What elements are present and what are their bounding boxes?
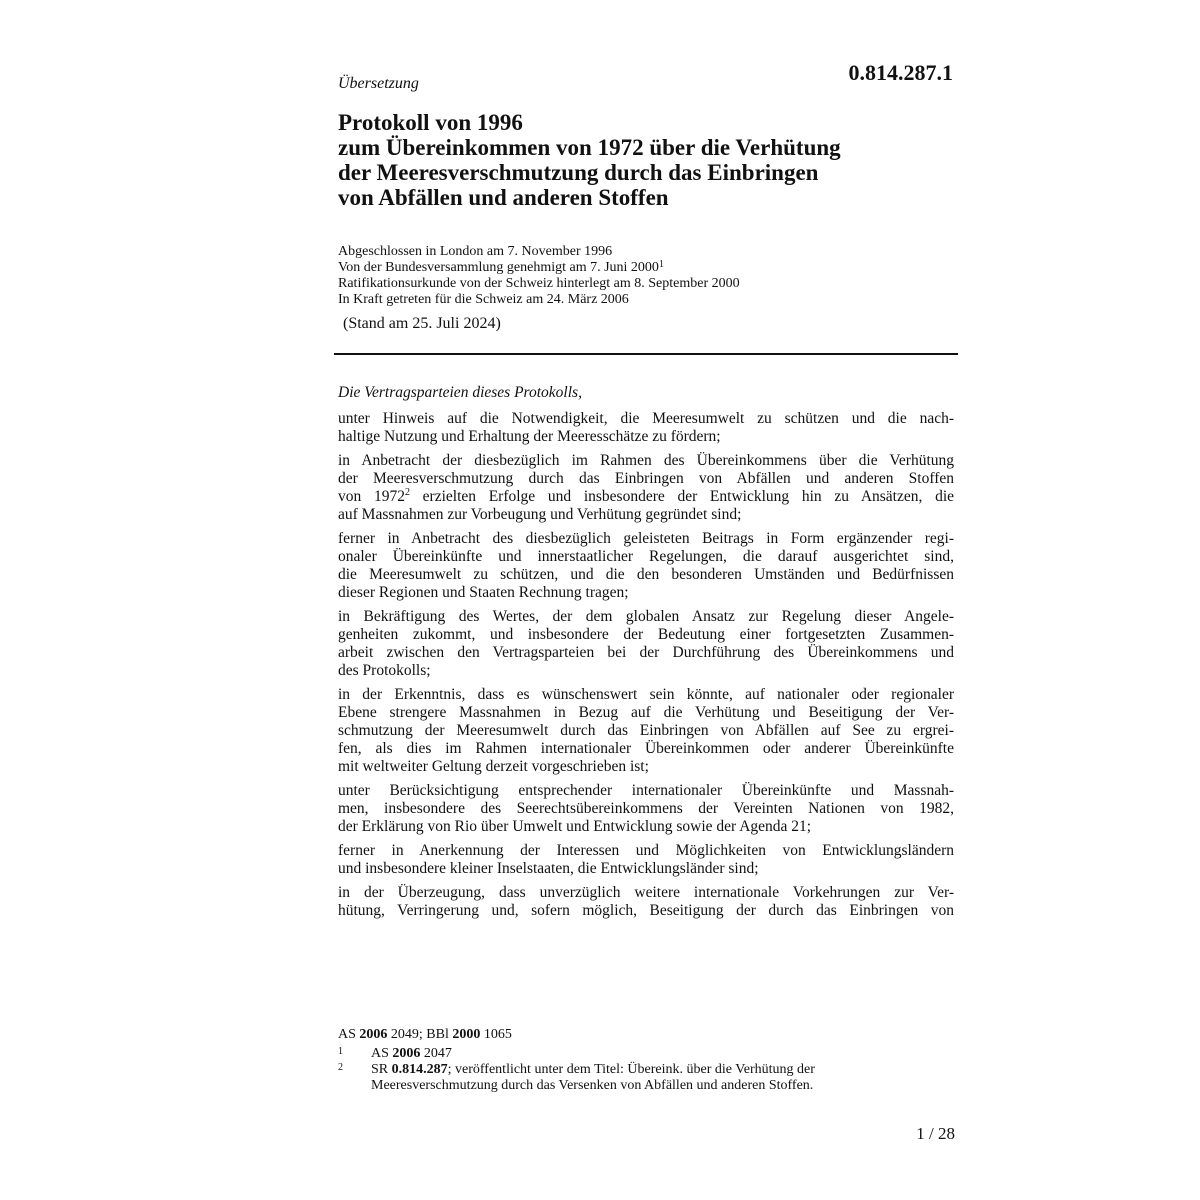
text-segment: AS [338, 1027, 360, 1042]
text-line: in der Erkenntnis, dass es wünschenswert sein könnte, auf nationaler oder regionaler [338, 686, 954, 703]
text-line: auf Massnahmen zur Vorbeugung und Verhütung gegründet sind; [338, 506, 742, 523]
translation-label: Übersetzung [338, 75, 419, 92]
text-line: des Protokolls; [338, 662, 431, 679]
preamble-paragraph [338, 884, 954, 920]
title-line: von Abfällen und anderen Stoffen [338, 185, 669, 210]
text-line: fen, als dies im Rahmen internationaler Übereinkommen oder anderer Übereinkünfte [338, 740, 954, 757]
footnote-ref[interactable]: 2 [404, 487, 410, 498]
text-line: ferner in Anerkennung der Interessen und Möglichkeiten von Entwicklungsländern [338, 842, 954, 859]
text-line: mit weltweiter Geltung derzeit vorgeschrieben ist; [338, 758, 649, 775]
fn1-year: 2006 [392, 1046, 421, 1061]
preamble-paragraph [338, 686, 954, 776]
preamble-paragraph [338, 782, 954, 836]
text-line: unter Hinweis auf die Notwendigkeit, die Meeresumwelt zu schützen und die nach- [338, 410, 954, 427]
footnote-1 [338, 1046, 815, 1062]
footnote-number: 1 [338, 1046, 343, 1057]
concluded-date: Abgeschlossen in London am 7. November 1996 [338, 244, 613, 259]
text-line: die Meeresumwelt zu schützen, und die den besonderen Umständen und Bedürfnissen [338, 566, 954, 583]
title-line: der Meeresverschmutzung durch das Einbringen [338, 160, 819, 185]
text-line: in Bekräftigung des Wertes, der dem globalen Ansatz zur Regelung dieser Angele- [338, 608, 954, 625]
text-segment: erzielten Erfolge und insbesondere der Entwicklung hin zu Ansätzen, die [409, 488, 955, 505]
document-metadata [338, 244, 740, 308]
text-segment: AS [371, 1046, 393, 1061]
approval-date: Von der Bundesversammlung genehmigt am 7. Juni 2000 [338, 260, 659, 275]
status-date: (Stand am 25. Juli 2024) [343, 315, 501, 332]
text-line: und insbesondere kleiner Inselstaaten, die Entwicklungsländer sind; [338, 860, 759, 877]
page-number: 1 / 28 [916, 1124, 955, 1143]
text-line: der Erklärung von Rio über Umwelt und Entwicklung sowie der Agenda 21; [338, 818, 812, 835]
text-line: in Anbetracht der diesbezüglich im Rahmen des Übereinkommens über die Verhütung [338, 452, 954, 469]
footnote-ref[interactable]: 1 [658, 259, 664, 270]
text-line: hütung, Verringerung und, sofern möglich, Beseitigung der durch das Einbringen von [338, 902, 954, 919]
official-collection-reference [338, 1027, 815, 1043]
title-line: Protokoll von 1996 [338, 110, 523, 135]
preamble [338, 384, 954, 926]
title-line: zum Übereinkommen von 1972 über die Verhütung [338, 135, 841, 160]
preamble-paragraph [338, 452, 954, 524]
text-line: ferner in Anbetracht des diesbezüglich geleisteten Beitrags in Form ergänzender regi- [338, 530, 954, 547]
text-segment: Meeresverschmutzung durch das Versenken von Abfällen und anderen Stoffen. [371, 1078, 814, 1093]
preamble-paragraph [338, 842, 954, 878]
text-line: in der Überzeugung, dass unverzüglich weitere internationale Vorkehrungen zur Ver- [338, 884, 954, 901]
text-line: dieser Regionen und Staaten Rechnung tragen; [338, 584, 629, 601]
footnote-2 [338, 1062, 815, 1078]
footnotes [338, 1027, 815, 1094]
footnote-2-continuation [338, 1078, 815, 1094]
text-line [338, 488, 954, 506]
header-divider [334, 353, 958, 355]
approval-line [338, 260, 740, 276]
text-segment: 2049; BBl [387, 1027, 453, 1042]
text-segment: SR [371, 1062, 392, 1077]
text-line: arbeit zwischen den Vertragsparteien bei der Durchführung des Übereinkommens und [338, 644, 954, 661]
sr-reference: 0.814.287 [391, 1062, 448, 1077]
preamble-paragraph [338, 410, 954, 446]
ratification-date: Ratifikationsurkunde von der Schweiz hinterlegt am 8. September 2000 [338, 276, 740, 291]
preamble-intro: Die Vertragsparteien dieses Protokolls, [338, 384, 582, 401]
text-line: der Meeresverschmutzung durch das Einbringen von Abfällen und anderen Stoffen [338, 470, 954, 487]
bbl-year: 2000 [452, 1027, 481, 1042]
in-force-date: In Kraft getreten für die Schweiz am 24. März 2006 [338, 292, 629, 307]
text-segment: 2047 [420, 1046, 452, 1061]
text-line: schmutzung der Meeresumwelt durch das Einbringen von Abfällen auf See zu ergrei- [338, 722, 954, 739]
text-line: Ebene strengere Massnahmen in Bezug auf die Verhütung und Beseitigung der Ver- [338, 704, 954, 721]
sr-number: 0.814.287.1 [848, 60, 953, 85]
text-line: men, insbesondere des Seerechtsübereinkommens der Vereinten Nationen von 1982, [338, 800, 954, 817]
preamble-paragraph [338, 608, 954, 680]
as-year: 2006 [359, 1027, 388, 1042]
text-line: haltige Nutzung und Erhaltung der Meeresschätze zu fördern; [338, 428, 721, 445]
text-segment: ; veröffentlicht unter dem Titel: Übereink. über die Verhütung der [447, 1062, 815, 1077]
document-title [338, 110, 958, 210]
footnote-number: 2 [338, 1062, 343, 1073]
text-line: unter Berücksichtigung entsprechender internationaler Übereinkünfte und Massnah- [338, 782, 954, 799]
text-segment: von 1972 [338, 488, 405, 505]
text-line: onaler Übereinkünfte und innerstaatlicher Regelungen, die darauf ausgerichtet sind, [338, 548, 954, 565]
text-segment: 1065 [480, 1027, 512, 1042]
text-line: genheiten zukommt, und insbesondere der Bedeutung einer fortgesetzten Zusammen- [338, 626, 954, 643]
preamble-paragraph [338, 530, 954, 602]
